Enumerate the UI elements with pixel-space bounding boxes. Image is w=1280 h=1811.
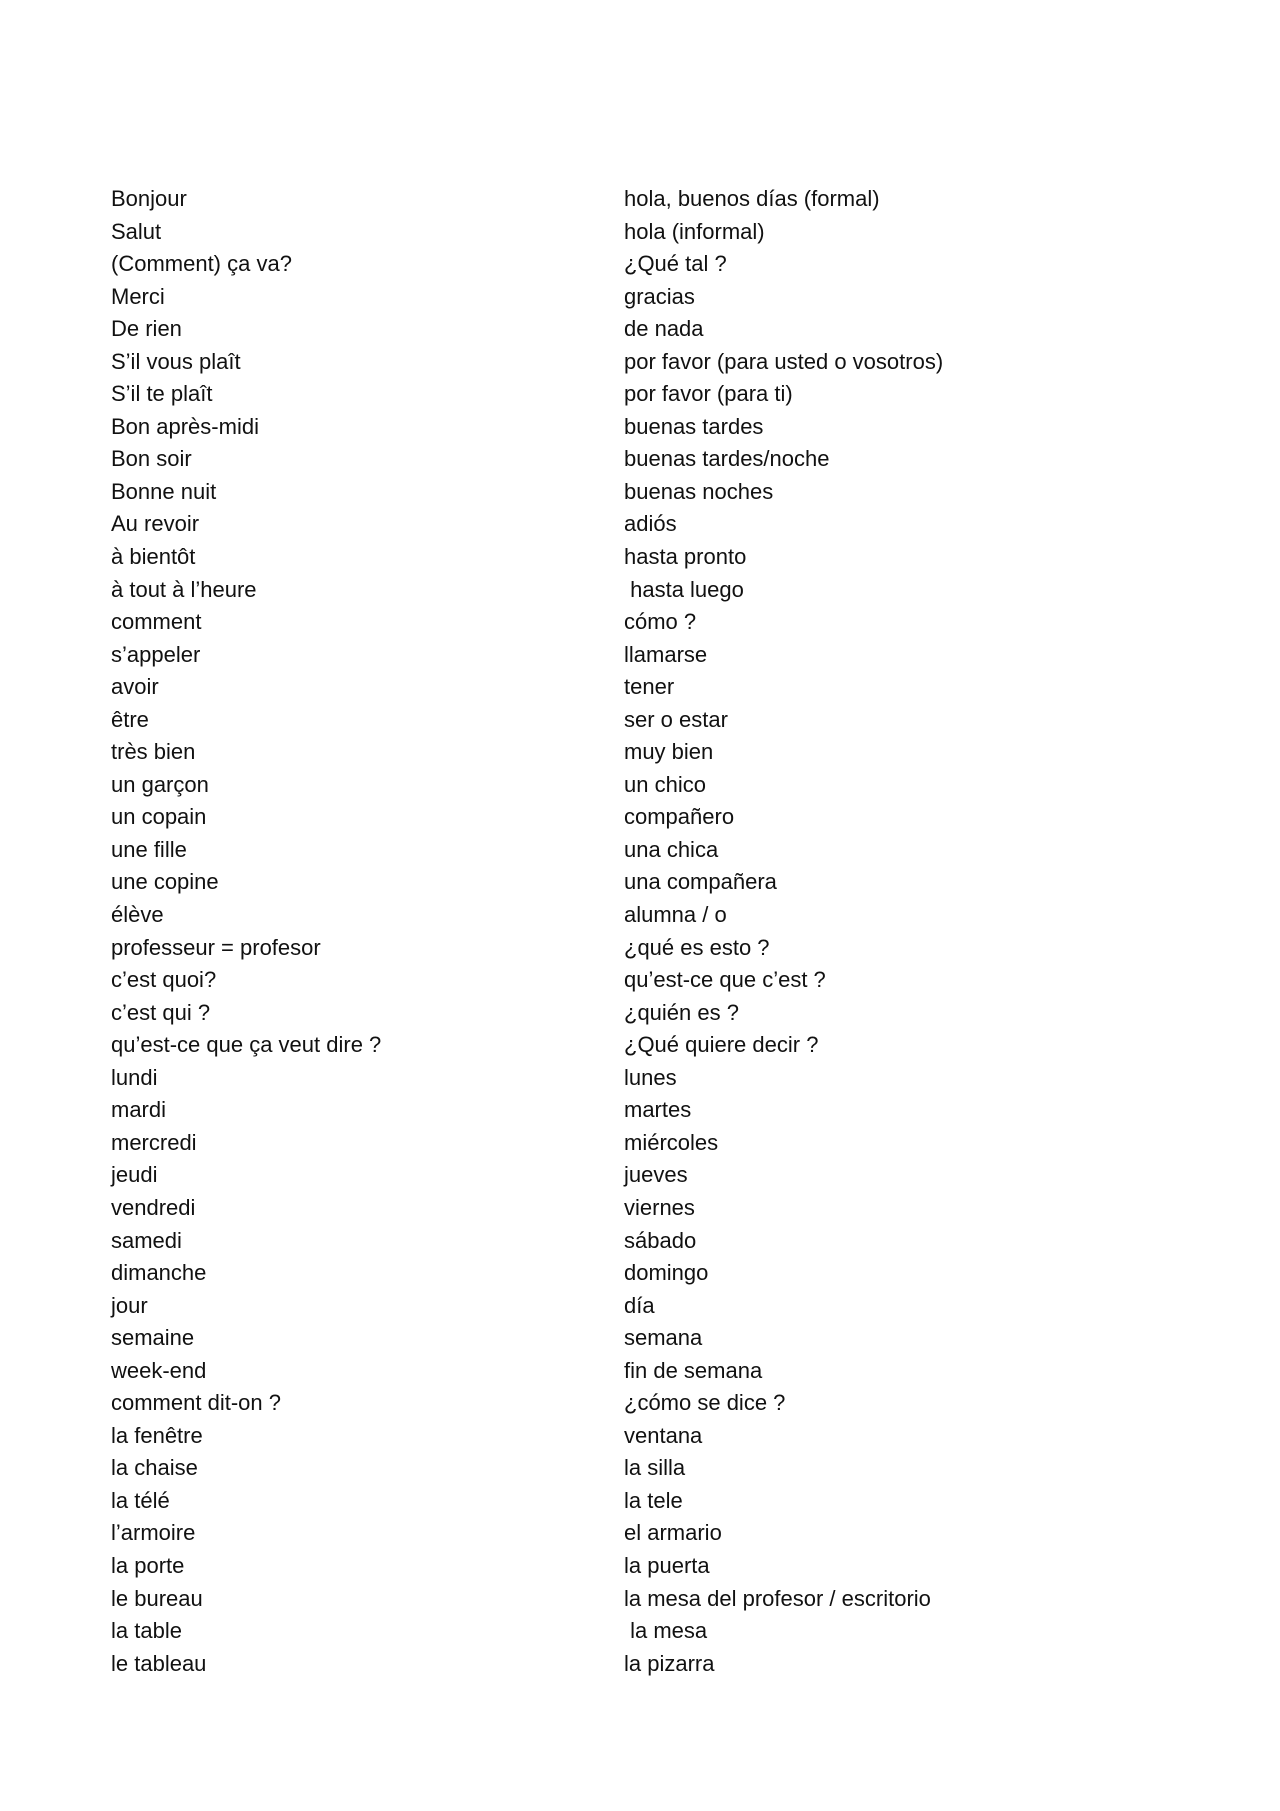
french-term: Bon après-midi: [111, 413, 259, 439]
spanish-translation: la pizarra: [624, 1650, 715, 1676]
spanish-translation: sábado: [624, 1227, 697, 1253]
french-term: lundi: [111, 1064, 158, 1090]
french-term: la porte: [111, 1552, 185, 1578]
spanish-translation: hola (informal): [624, 218, 765, 244]
french-term: à tout à l’heure: [111, 576, 257, 602]
vocab-row: [111, 1485, 1211, 1518]
spanish-translation: ¿Qué quiere decir ?: [624, 1032, 819, 1058]
french-term: (Comment) ça va?: [111, 251, 292, 277]
vocab-row: [111, 932, 1211, 965]
spanish-translation: hasta pronto: [624, 544, 747, 570]
vocabulary-list: [111, 183, 1211, 1680]
french-term: l’armoire: [111, 1520, 196, 1546]
french-term: la télé: [111, 1487, 170, 1513]
spanish-translation: la silla: [624, 1455, 686, 1481]
french-term: dimanche: [111, 1260, 207, 1286]
spanish-translation: la puerta: [624, 1552, 710, 1578]
vocab-row: [111, 899, 1211, 932]
spanish-translation: domingo: [624, 1260, 709, 1286]
french-term: avoir: [111, 674, 159, 700]
spanish-translation: semana: [624, 1325, 703, 1351]
spanish-translation: hola, buenos días (formal): [624, 186, 880, 211]
vocab-row: [111, 997, 1211, 1030]
vocab-row: [111, 411, 1211, 444]
vocab-row: [111, 574, 1211, 607]
french-term: s’appeler: [111, 641, 201, 667]
spanish-translation: tener: [624, 674, 675, 700]
spanish-translation: jueves: [624, 1162, 688, 1188]
spanish-translation: el armario: [624, 1520, 722, 1546]
spanish-translation: ¿qué es esto ?: [624, 934, 770, 960]
vocab-row: [111, 1583, 1211, 1616]
french-term: très bien: [111, 739, 196, 765]
vocab-row: [111, 476, 1211, 509]
french-term: c’est quoi?: [111, 967, 217, 993]
french-term: être: [111, 706, 149, 732]
vocab-row: [111, 1290, 1211, 1323]
french-term: Salut: [111, 218, 162, 244]
vocab-row: [111, 1159, 1211, 1192]
french-term: mercredi: [111, 1129, 197, 1155]
vocab-row: [111, 1550, 1211, 1583]
french-term: De rien: [111, 316, 182, 342]
french-term: élève: [111, 902, 164, 928]
vocab-row: [111, 183, 1211, 216]
vocab-row: [111, 801, 1211, 834]
spanish-translation: muy bien: [624, 739, 714, 765]
spanish-translation: lunes: [624, 1064, 677, 1090]
spanish-translation: ser o estar: [624, 706, 728, 732]
spanish-translation: una chica: [624, 836, 719, 862]
vocab-row: [111, 1387, 1211, 1420]
vocab-row: [111, 964, 1211, 997]
french-term: le bureau: [111, 1585, 203, 1611]
spanish-translation: la mesa: [624, 1618, 708, 1644]
spanish-translation: llamarse: [624, 641, 708, 667]
spanish-translation: la tele: [624, 1487, 683, 1513]
french-term: jour: [111, 1292, 148, 1318]
spanish-translation: buenas tardes/noche: [624, 446, 830, 472]
spanish-translation: viernes: [624, 1194, 695, 1220]
vocab-row: [111, 1062, 1211, 1095]
french-term: jeudi: [111, 1162, 158, 1188]
french-term: week-end: [111, 1357, 207, 1383]
vocab-row: [111, 1257, 1211, 1290]
french-term: la fenêtre: [111, 1422, 203, 1448]
vocab-row: [111, 508, 1211, 541]
french-term: semaine: [111, 1325, 195, 1351]
vocab-row: [111, 281, 1211, 314]
spanish-translation: un chico: [624, 771, 706, 797]
french-term: un garçon: [111, 771, 209, 797]
spanish-translation: martes: [624, 1097, 692, 1123]
spanish-translation: por favor (para ti): [624, 381, 793, 407]
spanish-translation: hasta luego: [624, 576, 744, 602]
spanish-translation: gracias: [624, 283, 695, 309]
vocab-row: [111, 1029, 1211, 1062]
vocab-row: [111, 606, 1211, 639]
spanish-translation: una compañera: [624, 869, 777, 895]
spanish-translation: cómo ?: [624, 609, 697, 635]
vocab-row: [111, 736, 1211, 769]
spanish-translation: por favor (para usted o vosotros): [624, 348, 944, 374]
vocab-row: [111, 1452, 1211, 1485]
french-term: une copine: [111, 869, 219, 895]
vocab-row: [111, 1094, 1211, 1127]
french-term: la chaise: [111, 1455, 198, 1481]
vocab-row: [111, 1420, 1211, 1453]
spanish-translation: ¿Qué tal ?: [624, 251, 727, 277]
vocab-row: [111, 248, 1211, 281]
spanish-translation: buenas tardes: [624, 413, 764, 439]
vocab-row: [111, 1615, 1211, 1648]
vocab-row: [111, 1127, 1211, 1160]
french-term: S’il vous plaît: [111, 348, 241, 374]
vocab-row: [111, 834, 1211, 867]
french-term: le tableau: [111, 1650, 207, 1676]
spanish-translation: adiós: [624, 511, 677, 537]
vocab-row: [111, 1192, 1211, 1225]
spanish-translation: alumna / o: [624, 902, 727, 928]
vocab-row: [111, 1517, 1211, 1550]
french-term: comment: [111, 609, 202, 635]
french-term: Bonjour: [111, 186, 187, 211]
vocab-row: [111, 346, 1211, 379]
spanish-translation: la mesa del profesor / escritorio: [624, 1585, 931, 1611]
vocab-row: [111, 541, 1211, 574]
french-term: mardi: [111, 1097, 167, 1123]
french-term: Bonne nuit: [111, 478, 217, 504]
vocab-row: [111, 443, 1211, 476]
french-term: Au revoir: [111, 511, 200, 537]
french-term: professeur = profesor: [111, 934, 321, 960]
vocab-row: [111, 1322, 1211, 1355]
french-term: Bon soir: [111, 446, 192, 472]
vocab-row: [111, 378, 1211, 411]
vocab-row: [111, 866, 1211, 899]
vocab-row: [111, 639, 1211, 672]
french-term: c’est qui ?: [111, 999, 211, 1025]
french-term: une fille: [111, 836, 187, 862]
french-term: S’il te plaît: [111, 381, 213, 407]
french-term: la table: [111, 1618, 182, 1644]
french-term: un copain: [111, 804, 207, 830]
spanish-translation: compañero: [624, 804, 735, 830]
spanish-translation: de nada: [624, 316, 704, 342]
french-term: qu’est-ce que ça veut dire ?: [111, 1032, 382, 1058]
vocab-row: [111, 704, 1211, 737]
vocab-row: [111, 1225, 1211, 1258]
french-term: vendredi: [111, 1194, 196, 1220]
spanish-translation: ¿quién es ?: [624, 999, 739, 1025]
spanish-translation: buenas noches: [624, 478, 774, 504]
spanish-translation: fin de semana: [624, 1357, 763, 1383]
vocab-row: [111, 671, 1211, 704]
spanish-translation: qu’est-ce que c’est ?: [624, 967, 826, 993]
vocab-row: [111, 216, 1211, 249]
spanish-translation: miércoles: [624, 1129, 719, 1155]
spanish-translation: ventana: [624, 1422, 703, 1448]
vocab-row: [111, 1355, 1211, 1388]
spanish-translation: ¿cómo se dice ?: [624, 1390, 786, 1416]
vocab-row: [111, 313, 1211, 346]
french-term: Merci: [111, 283, 165, 309]
vocab-row: [111, 769, 1211, 802]
vocab-row: [111, 1648, 1211, 1681]
french-term: à bientôt: [111, 544, 196, 570]
spanish-translation: día: [624, 1292, 655, 1318]
french-term: samedi: [111, 1227, 182, 1253]
french-term: comment dit-on ?: [111, 1390, 281, 1416]
